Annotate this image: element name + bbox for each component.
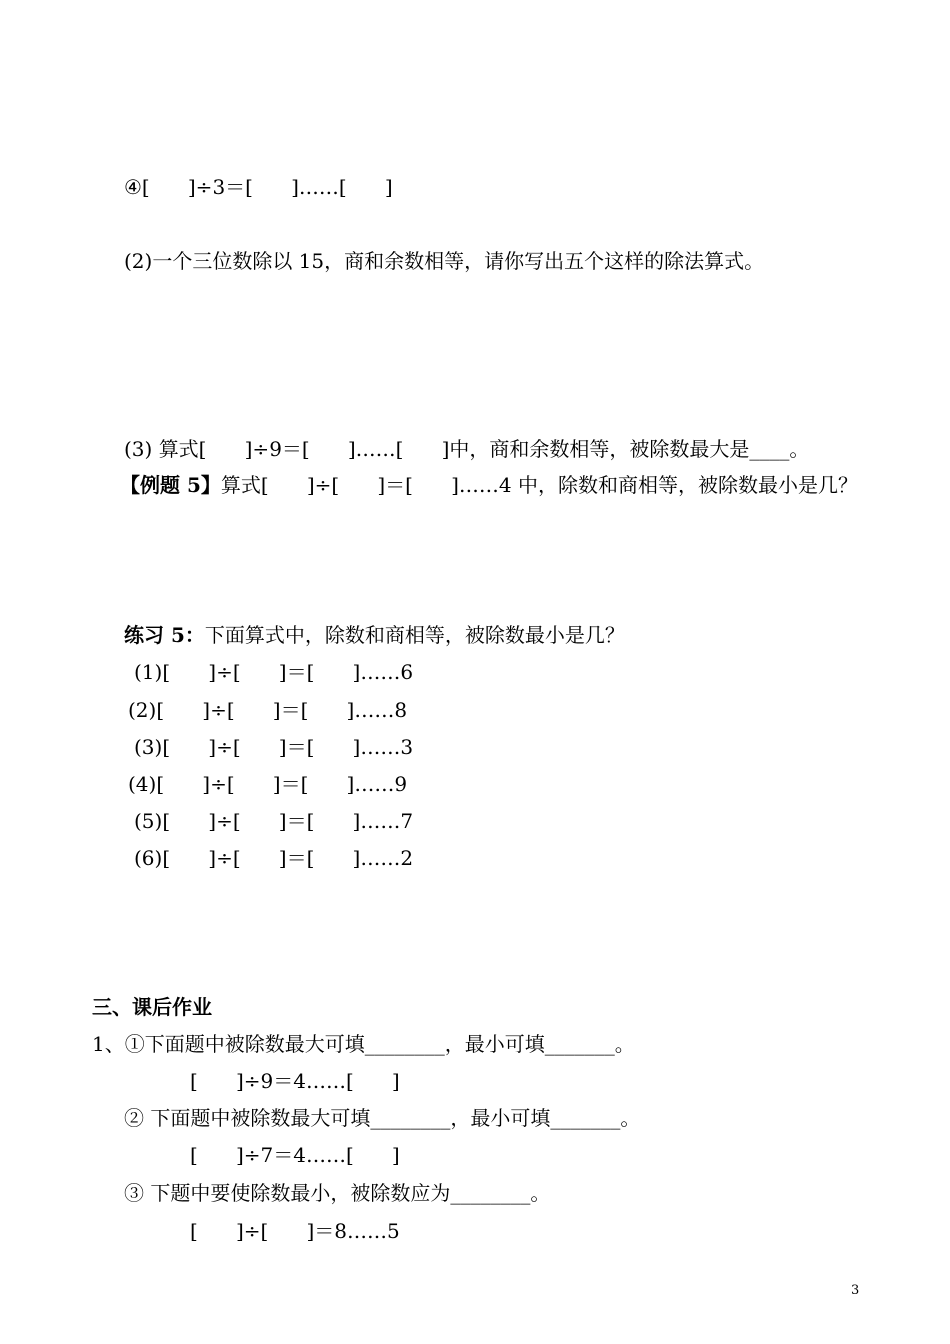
practice-5-text: 下面算式中，除数和商相等，被除数最小是几？ (204, 623, 625, 647)
homework-q1-a-expression: [ ]÷9＝4……[ ] (190, 1069, 400, 1093)
practice-item-3: (3)[ ]÷[ ]＝[ ]……3 (134, 735, 414, 759)
practice-item-5: (5)[ ]÷[ ]＝[ ]……7 (134, 809, 414, 833)
practice-item-4: (4)[ ]÷[ ]＝[ ]……9 (128, 772, 408, 796)
practice-item-2: (2)[ ]÷[ ]＝[ ]……8 (128, 698, 408, 722)
homework-q1-b: ② 下面题中被除数最大可填________，最小可填_______。 (124, 1106, 641, 1130)
page-number: 3 (851, 1283, 860, 1298)
homework-q1-b-expression: [ ]÷7＝4……[ ] (190, 1143, 400, 1167)
homework-q1-c-expression: [ ]÷[ ]＝8……5 (190, 1219, 400, 1243)
practice-item-1: (1)[ ]÷[ ]＝[ ]……6 (134, 660, 414, 684)
example-5 (120, 472, 858, 498)
practice-5-label: 练习 5： (124, 623, 205, 647)
problem-item-4: ④[ ]÷3＝[ ]……[ ] (124, 175, 393, 199)
problem-3-text: (3) 算式[ ]÷9＝[ ]……[ ]中，商和余数相等，被除数最大是____。 (124, 437, 810, 461)
problem-2-text: (2)一个三位数除以 15，商和余数相等，请你写出五个这样的除法算式。 (124, 249, 765, 273)
homework-q1-a: 1、①下面题中被除数最大可填________，最小可填_______。 (92, 1032, 635, 1056)
example-5-label: 【例题 5】 (120, 473, 221, 497)
example-5-text: 算式[ ]÷[ ]＝[ ]……4 中，除数和商相等，被除数最小是几？ (220, 473, 858, 497)
homework-q1-c: ③ 下题中要使除数最小，被除数应为________。 (124, 1181, 551, 1205)
practice-item-6: (6)[ ]÷[ ]＝[ ]……2 (134, 846, 414, 870)
homework-heading: 三、课后作业 (92, 995, 212, 1019)
practice-5-title (124, 622, 625, 648)
